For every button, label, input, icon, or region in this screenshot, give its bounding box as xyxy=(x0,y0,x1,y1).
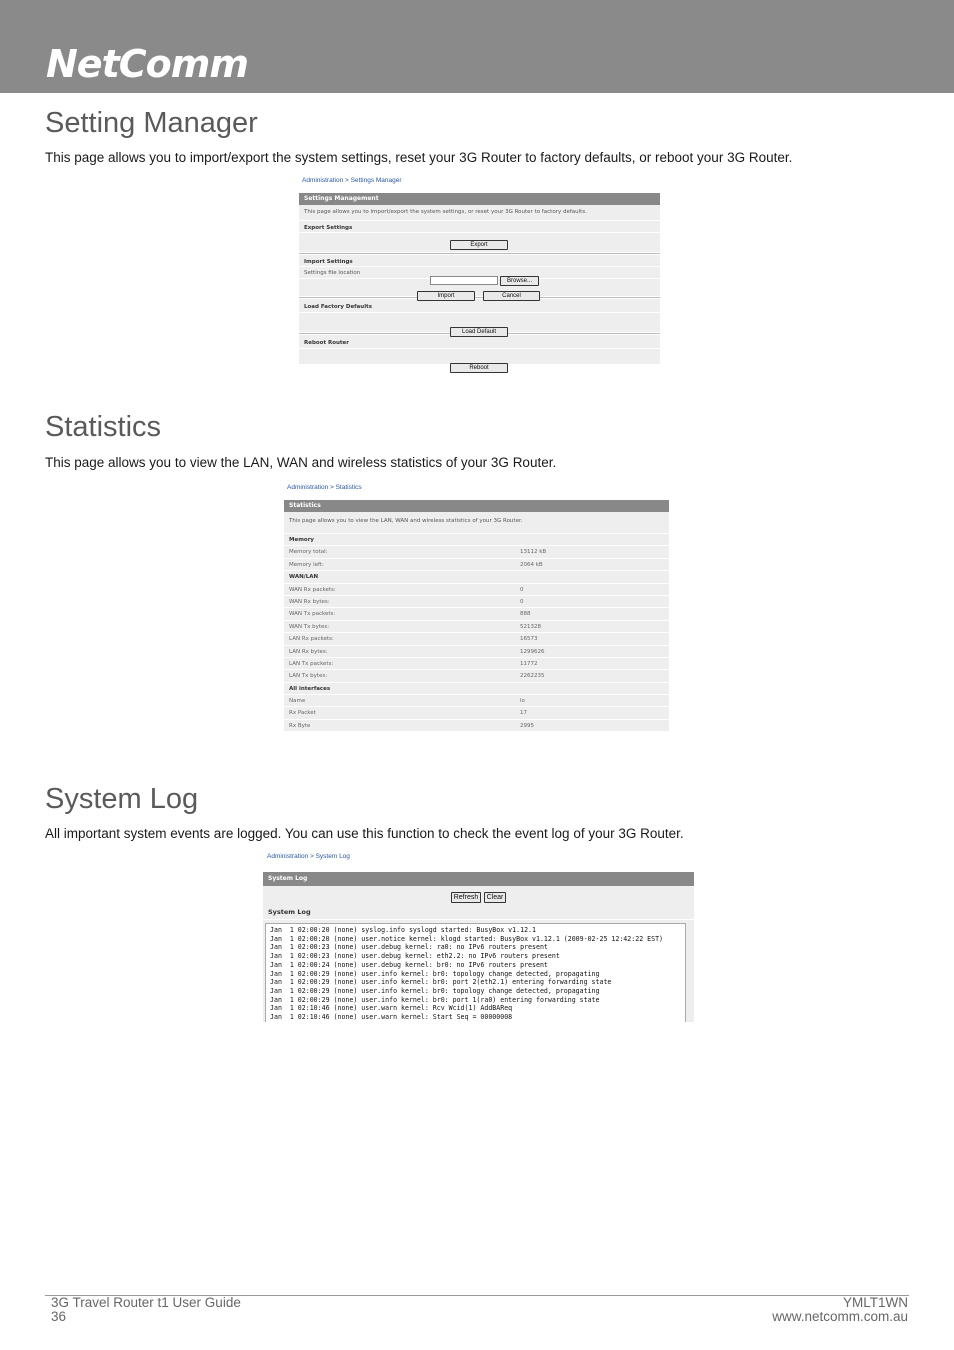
stats-group-header xyxy=(284,571,669,583)
reboot-router-label: Reboot Router xyxy=(299,335,660,349)
system-log-heading: System Log xyxy=(45,783,199,815)
log-line: Jan 1 02:00:24 (none) user.debug kernel: br0: no IPv6 routers present xyxy=(270,960,548,969)
reboot-button[interactable]: Reboot xyxy=(450,363,508,373)
log-line: Jan 1 02:00:23 (none) user.debug kernel: ra0: no IPv6 routers present xyxy=(270,943,548,952)
stats-row xyxy=(284,608,669,620)
stats-key: LAN Rx bytes: xyxy=(289,648,328,655)
stats-value: 13112 kB xyxy=(520,549,547,556)
header-banner xyxy=(0,0,954,93)
panel-title: System Log xyxy=(263,872,694,886)
stats-value xyxy=(520,534,669,545)
import-button[interactable]: Import xyxy=(417,291,475,301)
system-log-description: All important system events are logged. You can use this function to check the event log of your 3G Router. xyxy=(45,826,684,841)
footer-guide-title: 3G Travel Router t1 User Guide xyxy=(51,1295,241,1310)
footer-website[interactable]: www.netcomm.com.au xyxy=(772,1309,908,1324)
stats-key: WAN Tx bytes: xyxy=(289,623,330,630)
stats-value xyxy=(520,571,669,582)
stats-value: 2995 xyxy=(520,722,534,729)
stats-row xyxy=(284,596,669,608)
stats-key: LAN Tx bytes: xyxy=(289,673,328,680)
stats-key: LAN Tx packets: xyxy=(289,660,334,667)
refresh-button[interactable]: Refresh xyxy=(451,892,481,903)
stats-row xyxy=(284,646,669,658)
stats-value: 2064 kB xyxy=(520,561,543,568)
stats-value: 11772 xyxy=(520,660,538,667)
footer-model: YMLT1WN xyxy=(842,1295,908,1310)
panel-title: Statistics xyxy=(284,500,669,512)
log-line: Jan 1 02:00:29 (none) user.info kernel: br0: port 2(eth2.1) entering forwarding state xyxy=(270,978,612,987)
stats-key: LAN Rx packets: xyxy=(289,636,334,643)
stats-value: 0 xyxy=(520,586,524,593)
stats-value: 2262235 xyxy=(520,673,545,680)
statistics-table xyxy=(284,534,669,732)
log-lines xyxy=(266,924,685,1022)
file-location-label: Settings file location xyxy=(299,267,660,279)
stats-row xyxy=(284,621,669,633)
stats-value: 1299626 xyxy=(520,648,545,655)
stats-group-header xyxy=(284,683,669,695)
log-line: Jan 1 02:00:23 (none) user.debug kernel: eth2.2: no IPv6 routers present xyxy=(270,952,560,961)
settings-file-input[interactable] xyxy=(430,276,498,285)
stats-row xyxy=(284,658,669,670)
log-line: Jan 1 02:00:29 (none) user.info kernel: br0: topology change detected, propagating xyxy=(270,986,600,995)
stats-value xyxy=(520,683,669,694)
stats-row xyxy=(284,559,669,571)
stats-key: WAN Tx packets: xyxy=(289,611,336,618)
setting-manager-heading: Setting Manager xyxy=(45,107,258,139)
export-button[interactable]: Export xyxy=(450,240,508,250)
log-line: Jan 1 02:00:20 (none) user.notice kernel: klogd started: BusyBox v1.12.1 (2009-02-25 12:42:22 EST) xyxy=(270,934,664,943)
system-log-textarea[interactable] xyxy=(265,923,686,1022)
stats-value: lo xyxy=(520,698,525,705)
log-line: Jan 1 02:00:20 (none) syslog.info syslogd started: BusyBox v1.12.1 xyxy=(270,926,536,934)
stats-key: Memory left: xyxy=(289,561,324,568)
stats-row xyxy=(284,584,669,596)
system-log-breadcrumb[interactable]: Administration > System Log xyxy=(267,853,350,860)
setting-manager-description: This page allows you to import/export the system settings, reset your 3G Router to factory defaults, or reboot your 3G Router. xyxy=(45,150,793,165)
stats-row xyxy=(284,707,669,719)
stats-row xyxy=(284,720,669,732)
export-settings-label: Export Settings xyxy=(299,221,660,233)
footer-page-number: 36 xyxy=(51,1309,67,1324)
settings-breadcrumb[interactable]: Administration > Settings Manager xyxy=(302,177,402,184)
stats-key: Memory xyxy=(289,537,315,543)
statistics-heading: Statistics xyxy=(45,411,162,443)
stats-key: WAN Rx packets: xyxy=(289,586,336,593)
stats-row xyxy=(284,670,669,682)
panel-description: This page allows you to view the LAN, WAN and wireless statistics of your 3G Router. xyxy=(284,512,669,534)
cancel-button[interactable]: Cancel xyxy=(483,291,540,301)
stats-key: Rx Byte xyxy=(289,722,311,729)
statistics-breadcrumb[interactable]: Administration > Statistics xyxy=(287,484,362,491)
stats-key: Rx Packet xyxy=(289,710,316,717)
stats-key: WAN/LAN xyxy=(289,574,319,581)
clear-button[interactable]: Clear xyxy=(484,892,506,903)
statistics-panel xyxy=(284,500,669,734)
stats-row xyxy=(284,695,669,707)
browse-button[interactable]: Browse... xyxy=(500,276,539,286)
netcomm-logo: NetComm xyxy=(46,42,248,86)
stats-value: 0 xyxy=(520,598,524,605)
panel-description: This page allows you to import/export the system settings, or reset your 3G Router to factory defaults. xyxy=(299,205,660,221)
import-settings-label: Import Settings xyxy=(299,255,660,267)
load-default-button[interactable]: Load Default xyxy=(450,327,508,337)
stats-value: 16573 xyxy=(520,636,538,643)
log-label: System Log xyxy=(263,908,694,920)
stats-key: Memory total: xyxy=(289,549,328,556)
stats-row xyxy=(284,546,669,558)
log-line: Jan 1 02:00:29 (none) user.info kernel: br0: topology change detected, propagating xyxy=(270,969,600,978)
stats-key: All interfaces xyxy=(289,685,331,692)
panel-title: Settings Management xyxy=(299,193,660,205)
stats-row xyxy=(284,633,669,645)
load-factory-defaults-label: Load Factory Defaults xyxy=(299,299,660,313)
stats-value: 521328 xyxy=(520,623,541,630)
log-line: Jan 1 02:10:46 (none) user.warn kernel: Rcv Wcid(1) AddBAReq xyxy=(270,1004,513,1013)
settings-management-panel xyxy=(299,193,660,377)
log-line: Jan 1 02:10:46 (none) user.warn kernel: Start Seq = 00000008 xyxy=(270,1013,513,1022)
stats-key: WAN Rx bytes: xyxy=(289,598,330,605)
stats-group-header xyxy=(284,534,669,546)
log-line: Jan 1 02:00:29 (none) user.info kernel: br0: port 1(ra0) entering forwarding state xyxy=(270,995,600,1004)
statistics-description: This page allows you to view the LAN, WAN and wireless statistics of your 3G Router. xyxy=(45,455,557,470)
stats-key: Name xyxy=(289,698,306,705)
stats-value: 888 xyxy=(520,611,531,618)
stats-value: 17 xyxy=(520,710,527,717)
